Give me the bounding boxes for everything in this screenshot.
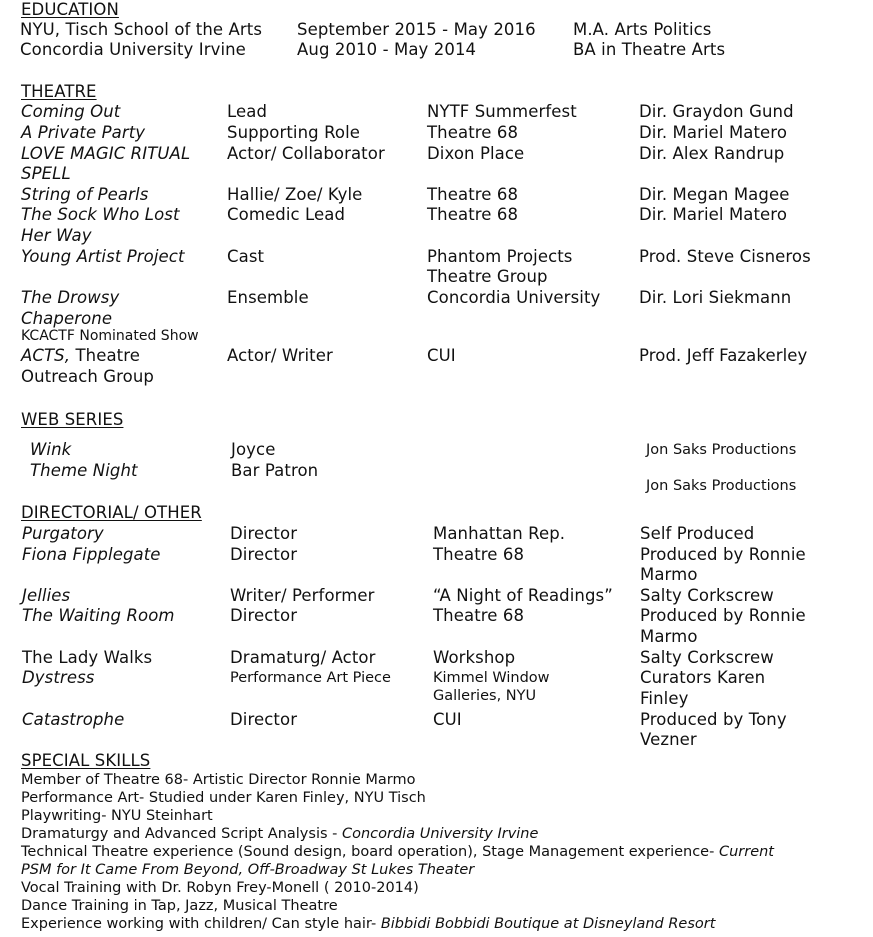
credit-venue: NYTF Summerfest bbox=[427, 102, 577, 121]
skill-line bbox=[21, 843, 774, 861]
credit-director: Dir. Megan Magee bbox=[639, 185, 790, 204]
education-heading: EDUCATION bbox=[21, 0, 119, 19]
credit-title: Catastrophe bbox=[22, 710, 125, 729]
credit-title: Dystress bbox=[22, 668, 95, 687]
credit-title: Purgatory bbox=[22, 524, 104, 543]
credit-producer-cont: Marmo bbox=[640, 565, 698, 584]
theatre-heading: THEATRE bbox=[21, 82, 97, 101]
credit-title: Jellies bbox=[22, 586, 71, 605]
credit-title: The Drowsy bbox=[21, 288, 120, 307]
credit-producer-cont: Vezner bbox=[640, 730, 697, 749]
skill-line bbox=[21, 897, 338, 915]
credit-title: Theme Night bbox=[30, 461, 138, 480]
credit-venue: Kimmel Window bbox=[433, 670, 550, 686]
credit-title: String of Pearls bbox=[21, 185, 149, 204]
credit-venue: “A Night of Readings” bbox=[433, 586, 613, 605]
skill-text: Performance Art- Studied under Karen Finley, NYU Tisch bbox=[21, 790, 426, 806]
skills-heading: SPECIAL SKILLS bbox=[21, 751, 151, 770]
skill-text: Playwriting- NYU Steinhart bbox=[21, 808, 213, 824]
skill-line bbox=[21, 879, 419, 897]
edu-dates: September 2015 - May 2016 bbox=[297, 20, 536, 39]
skill-line bbox=[21, 825, 538, 843]
skill-line bbox=[21, 807, 213, 825]
credit-role: Director bbox=[230, 545, 298, 564]
skill-line bbox=[21, 771, 415, 789]
credit-title: LOVE MAGIC RITUAL bbox=[21, 144, 191, 163]
credit-director: Dir. Alex Randrup bbox=[639, 144, 785, 163]
credit-producer: Salty Corkscrew bbox=[640, 648, 774, 667]
credit-role: Dramaturg/ Actor bbox=[230, 648, 376, 667]
edu-school: Concordia University Irvine bbox=[20, 40, 246, 59]
credit-venue-cont: Theatre Group bbox=[427, 267, 548, 286]
credit-role: Writer/ Performer bbox=[230, 586, 375, 605]
skill-text-italic: Current bbox=[718, 844, 774, 860]
credit-title-cont: Her Way bbox=[21, 226, 92, 245]
credit-role: Bar Patron bbox=[231, 461, 319, 480]
credit-venue: Concordia University bbox=[427, 288, 601, 307]
credit-title-italic: ACTS, bbox=[21, 346, 71, 365]
credit-venue: Workshop bbox=[433, 648, 516, 667]
credit-note: KCACTF Nominated Show bbox=[21, 328, 199, 344]
skill-text: Experience working with children/ Can style hair- bbox=[21, 916, 381, 932]
credit-director: Dir. Graydon Gund bbox=[639, 102, 794, 121]
skill-line bbox=[21, 861, 474, 879]
credit-title: The Sock Who Lost bbox=[21, 205, 180, 224]
credit-producer-cont: Marmo bbox=[640, 627, 698, 646]
credit-venue: Theatre 68 bbox=[427, 205, 519, 224]
credit-title-cont: Outreach Group bbox=[21, 367, 155, 386]
edu-school: NYU, Tisch School of the Arts bbox=[20, 20, 263, 39]
web-series-heading: WEB SERIES bbox=[21, 410, 124, 429]
credit-title: Coming Out bbox=[21, 102, 121, 121]
credit-producer: Curators Karen bbox=[640, 668, 766, 687]
credit-venue: Theatre 68 bbox=[433, 606, 525, 625]
directorial-heading: DIRECTORIAL/ OTHER bbox=[21, 503, 202, 522]
skill-text: Vocal Training with Dr. Robyn Frey-Monell ( 2010-2014) bbox=[21, 880, 419, 896]
credit-producer: Jon Saks Productions bbox=[646, 442, 797, 458]
credit-producer: Produced by Ronnie bbox=[640, 606, 806, 625]
credit-venue: Dixon Place bbox=[427, 144, 525, 163]
edu-degree: BA in Theatre Arts bbox=[573, 40, 726, 59]
credit-role: Director bbox=[230, 606, 298, 625]
credit-producer: Self Produced bbox=[640, 524, 755, 543]
credit-title-cont: SPELL bbox=[21, 164, 71, 183]
credit-title: A Private Party bbox=[21, 123, 146, 142]
credit-role: Supporting Role bbox=[227, 123, 361, 142]
credit-producer: Produced by Tony bbox=[640, 710, 787, 729]
credit-role: Cast bbox=[227, 247, 265, 266]
credit-title-rest: Theatre bbox=[70, 346, 140, 365]
credit-venue: Theatre 68 bbox=[427, 123, 519, 142]
credit-director: Dir. Mariel Matero bbox=[639, 205, 788, 224]
credit-role: Actor/ Collaborator bbox=[227, 144, 385, 163]
credit-title: Wink bbox=[30, 440, 72, 459]
credit-role: Director bbox=[230, 710, 298, 729]
skill-text: Member of Theatre 68- Artistic Director Ronnie Marmo bbox=[21, 772, 416, 788]
credit-venue: Phantom Projects bbox=[427, 247, 573, 266]
credit-role: Lead bbox=[227, 102, 268, 121]
edu-degree: M.A. Arts Politics bbox=[573, 20, 712, 39]
credit-venue: CUI bbox=[433, 710, 462, 729]
skill-text: Technical Theatre experience (Sound design, board operation), Stage Management experience- bbox=[21, 844, 719, 860]
credit-director: Prod. Jeff Fazakerley bbox=[639, 346, 808, 365]
credit-venue: Manhattan Rep. bbox=[433, 524, 566, 543]
credit-role: Joyce bbox=[231, 440, 276, 459]
credit-title-cont: Chaperone bbox=[21, 309, 113, 328]
skill-text-italic: PSM for It Came From Beyond, Off-Broadway St Lukes Theater bbox=[21, 862, 475, 878]
skill-text-italic: Bibbidi Bobbidi Boutique at Disneyland Resort bbox=[380, 916, 716, 932]
credit-role: Ensemble bbox=[227, 288, 309, 307]
credit-venue: CUI bbox=[427, 346, 456, 365]
credit-venue-cont: Galleries, NYU bbox=[433, 688, 537, 704]
credit-role: Director bbox=[230, 524, 298, 543]
credit-producer: Jon Saks Productions bbox=[646, 478, 797, 494]
edu-dates: Aug 2010 - May 2014 bbox=[297, 40, 477, 59]
credit-producer-cont: Finley bbox=[640, 689, 689, 708]
credit-role: Performance Art Piece bbox=[230, 670, 391, 686]
skill-line bbox=[21, 789, 426, 807]
credit-director: Dir. Mariel Matero bbox=[639, 123, 788, 142]
credit-role: Hallie/ Zoe/ Kyle bbox=[227, 185, 363, 204]
skill-text-italic: Concordia University Irvine bbox=[341, 826, 539, 842]
credit-producer: Salty Corkscrew bbox=[640, 586, 774, 605]
credit-title: The Waiting Room bbox=[22, 606, 175, 625]
credit-director: Dir. Lori Siekmann bbox=[639, 288, 792, 307]
credit-role: Comedic Lead bbox=[227, 205, 346, 224]
credit-title: Young Artist Project bbox=[21, 247, 185, 266]
skill-text: Dance Training in Tap, Jazz, Musical Theatre bbox=[21, 898, 338, 914]
skill-text: Dramaturgy and Advanced Script Analysis - bbox=[21, 826, 342, 842]
skill-line bbox=[21, 915, 715, 933]
credit-director: Prod. Steve Cisneros bbox=[639, 247, 811, 266]
credit-title: Fiona Fipplegate bbox=[22, 545, 161, 564]
credit-producer: Produced by Ronnie bbox=[640, 545, 806, 564]
credit-title bbox=[21, 346, 140, 366]
credit-venue: Theatre 68 bbox=[427, 185, 519, 204]
credit-title: The Lady Walks bbox=[22, 648, 153, 667]
credit-venue: Theatre 68 bbox=[433, 545, 525, 564]
credit-role: Actor/ Writer bbox=[227, 346, 333, 365]
